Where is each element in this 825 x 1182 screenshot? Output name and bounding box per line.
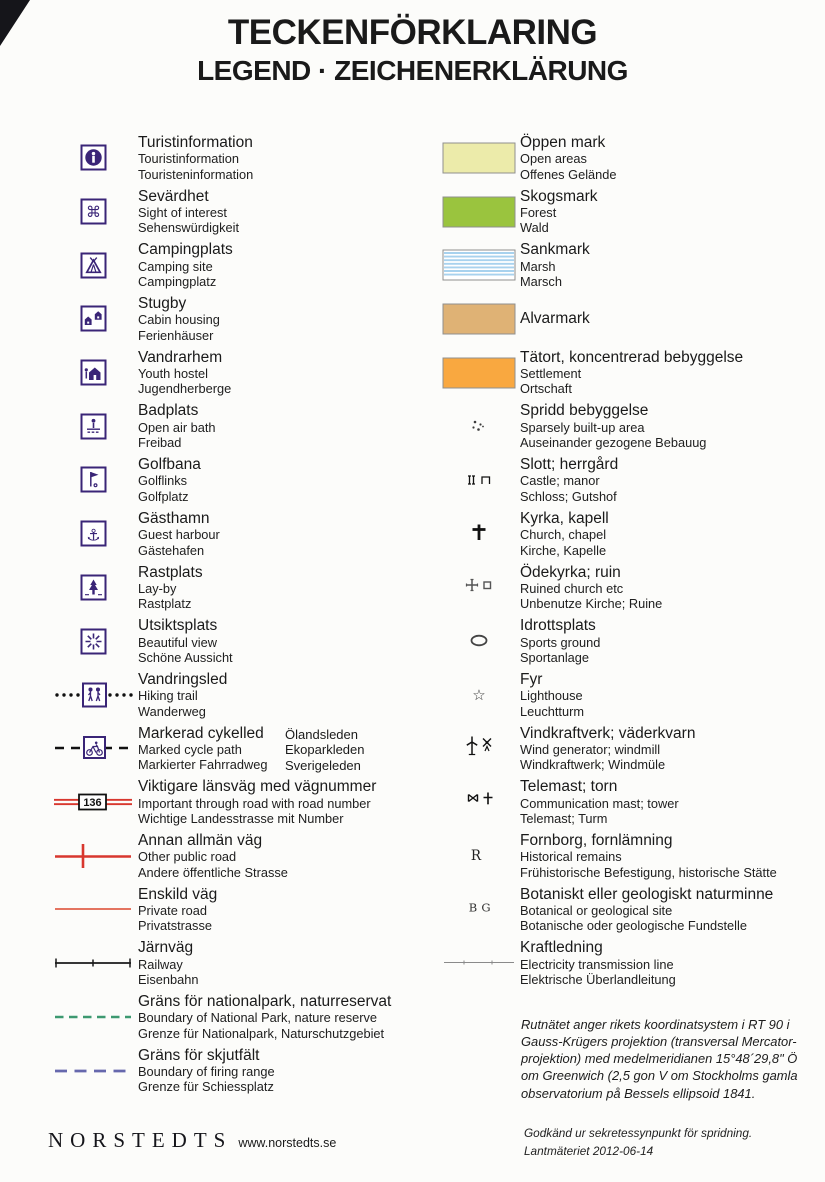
legend-label-english: Hiking trail: [138, 688, 198, 704]
legend-item: [437, 883, 822, 937]
legend-item-labels: [138, 507, 220, 558]
legend-label-primary: Sevärdhet: [138, 187, 209, 205]
legend-item: [48, 1044, 436, 1098]
legend-label-primary: Fyr: [520, 670, 543, 688]
legend-label-primary: Vindkraftverk; väderkvarn: [520, 724, 696, 742]
legend-item: [437, 399, 822, 453]
legend-item: [48, 936, 436, 990]
legend-label-english: Youth hostel: [138, 366, 208, 382]
legend-label-primary: Campingplats: [138, 241, 233, 259]
legend-item-labels: [138, 131, 253, 182]
legend-item-labels: [520, 507, 609, 558]
legend-label-english: Wind generator; windmill: [520, 741, 661, 757]
legend-item-labels: [138, 722, 267, 773]
page-header: [0, 14, 825, 87]
legend-label-german: Wanderweg: [138, 703, 206, 719]
route-name: Ölandsleden: [285, 726, 358, 742]
legend-label-english: Settlement: [520, 366, 582, 382]
legend-item: [437, 185, 822, 239]
legend-item: [48, 399, 436, 453]
legend-label-english: Touristinformation: [138, 151, 239, 167]
legend-label-primary: Gräns för nationalpark, naturreservat: [138, 993, 392, 1010]
legend-label-english: Guest harbour: [138, 527, 220, 543]
legend-label-english: Boundary of National Park, nature reserve: [138, 1010, 378, 1026]
legend-label-primary: Gräns för skjutfält: [138, 1046, 260, 1064]
legend-item-labels: [520, 936, 676, 987]
legend-label-english: Other public road: [138, 849, 237, 865]
publisher-url: www.norstedts.se: [238, 1136, 337, 1150]
legend-label-german: Schloss; Gutshof: [520, 488, 617, 504]
legend-label-english: Open air bath: [138, 419, 216, 435]
youth-hostel-icon: [48, 346, 138, 400]
svg-text:136: 136: [83, 796, 102, 809]
legend-label-primary: Botaniskt eller geologiskt naturminne: [520, 885, 774, 903]
legend-label-primary: Vandrarhem: [138, 348, 223, 366]
svg-text:⚓: ⚓: [85, 525, 101, 545]
legend-label-german: Frühistorische Befestigung, historische Stätte: [520, 864, 777, 880]
legend-item: [48, 507, 436, 561]
alvar-swatch: [437, 292, 520, 346]
legend-label-german: Touristeninformation: [138, 166, 254, 182]
legend-label-english: Botanical or geological site: [520, 902, 673, 918]
approval-line-2: Lantmäteriet 2012-06-14: [524, 1144, 654, 1159]
cycle-path-icon: [48, 722, 138, 776]
legend-item-labels: [520, 668, 584, 719]
legend-label-primary: Idrottsplats: [520, 617, 596, 635]
legend-item-labels: [138, 561, 203, 612]
legend-label-english: Camping site: [138, 258, 213, 274]
forest-swatch: [437, 185, 520, 239]
legend-label-german: Sportanlage: [520, 649, 590, 665]
legend-item-labels: [520, 292, 590, 346]
legend-label-primary: Fornborg, fornlämning: [520, 831, 673, 849]
legend-label-english: Ruined church etc: [520, 580, 624, 596]
legend-label-english: Sight of interest: [138, 205, 227, 221]
legend-item: [48, 722, 436, 776]
legend-label-english: Sports ground: [520, 634, 601, 650]
page-title: TECKENFÖRKLARING: [227, 13, 598, 52]
svg-text:R: R: [470, 847, 481, 864]
legend-item-labels: [520, 722, 695, 773]
legend-item: [48, 990, 436, 1044]
legend-item: [48, 775, 436, 829]
legend-label-german: Ortschaft: [520, 381, 572, 397]
publisher-footer: [48, 1128, 336, 1153]
legend-label-german: Andere öffentliche Strasse: [138, 864, 288, 880]
guest-harbour-icon: [48, 507, 138, 561]
legend-label-german: Offenes Gelände: [520, 166, 617, 182]
legend-item-labels: [138, 346, 231, 397]
legend-item-labels: [520, 775, 679, 826]
legend-item-labels: [138, 614, 233, 665]
legend-item-labels: [520, 561, 662, 612]
railway-icon: [48, 936, 138, 990]
public-road-icon: [48, 829, 138, 883]
sight-of-interest-icon: [48, 185, 138, 239]
legend-label-english: Church, chapel: [520, 527, 607, 543]
legend-label-german: Auseinander gezogene Bebauug: [520, 435, 707, 451]
legend-label-primary: Utsiktsplats: [138, 617, 218, 635]
legend-label-german: Wald: [520, 220, 549, 236]
legend-label-english: Cabin housing: [138, 312, 220, 328]
legend-label-english: Electricity transmission line: [520, 956, 674, 972]
legend-item: [48, 883, 436, 937]
legend-item-labels: [138, 990, 391, 1041]
legend-label-english: Castle; manor: [520, 473, 600, 489]
legend-label-primary: Öppen mark: [520, 134, 606, 151]
legend-item-labels: [520, 131, 617, 182]
legend-item-labels: [138, 292, 220, 343]
hiking-trail-icon: [48, 668, 138, 722]
national-park-boundary-icon: [48, 990, 138, 1044]
svg-text:⌘: ⌘: [85, 202, 101, 221]
legend-label-english: Communication mast; tower: [520, 795, 679, 811]
legend-label-primary: Vandringsled: [138, 670, 228, 688]
legend-label-primary: Sankmark: [520, 241, 590, 259]
legend-label-german: Privatstrasse: [138, 918, 212, 934]
route-name: Ekoparkleden: [285, 742, 365, 758]
svg-text:B: B: [468, 900, 477, 915]
legend-item-labels: [138, 829, 288, 880]
legend-item-route-names: [285, 727, 365, 775]
legend-label-german: Windkraftwerk; Windmüle: [520, 757, 666, 773]
legend-label-english: Marsh: [520, 258, 556, 274]
legend-label-german: Telemast; Turm: [520, 810, 608, 826]
tourist-information-icon: [48, 131, 138, 185]
legend-item: [48, 238, 436, 292]
legend-label-german: Golfplatz: [138, 488, 189, 504]
legend-item-labels: [520, 399, 706, 450]
legend-item-labels: [138, 775, 376, 826]
approval-note: [524, 1124, 752, 1161]
firing-range-boundary-icon: [48, 1044, 138, 1098]
legend-label-english: Lighthouse: [520, 688, 583, 704]
legend-label-german: Ferienhäuser: [138, 327, 214, 343]
wind-generator-icon: [437, 722, 520, 776]
legend-label-german: Gästehafen: [138, 542, 205, 558]
legend-label-primary: Ödekyrka; ruin: [520, 563, 621, 581]
legend-label-german: Unbenutze Kirche; Ruine: [520, 596, 663, 612]
legend-item-labels: [138, 936, 198, 987]
legend-item-labels: [520, 614, 600, 665]
legend-item: [437, 722, 822, 776]
legend-item-labels: [520, 883, 773, 934]
legend-item-labels: [520, 346, 743, 397]
legend-label-german: Grenze für Nationalpark, Naturschutzgebiet: [138, 1025, 385, 1041]
legend-label-english: Private road: [138, 902, 207, 918]
legend-item: [48, 668, 436, 722]
power-line-icon: [437, 936, 520, 990]
legend-column-left: [48, 131, 436, 1097]
legend-label-primary: Slott; herrgård: [520, 456, 619, 474]
legend-label-german: Sehenswürdigkeit: [138, 220, 240, 236]
legend-item-labels: [138, 668, 227, 719]
legend-label-english: Sparsely built-up area: [520, 419, 645, 435]
natural-monument-icon: [437, 883, 520, 937]
legend-item: [48, 185, 436, 239]
legend-item-labels: [520, 238, 590, 289]
golf-course-icon: [48, 453, 138, 507]
legend-label-english: Open areas: [520, 151, 587, 167]
sports-ground-icon: [437, 614, 520, 668]
legend-label-german: Freibad: [138, 435, 182, 451]
legend-label-english: Railway: [138, 956, 183, 972]
legend-label-primary: Kyrka, kapell: [520, 509, 609, 527]
legend-label-english: Marked cycle path: [138, 741, 242, 757]
legend-label-primary: Enskild väg: [138, 885, 218, 903]
legend-label-primary: Tätort, koncentrerad bebyggelse: [520, 348, 744, 366]
sparse-settlement-icon: [437, 399, 520, 453]
legend-column-right: [437, 131, 822, 990]
ruined-church-icon: [437, 561, 520, 615]
legend-item: [437, 668, 822, 722]
legend-label-german: Eisenbahn: [138, 972, 199, 988]
legend-label-primary: Turistinformation: [138, 134, 253, 151]
legend-item: [437, 507, 822, 561]
legend-item: [437, 453, 822, 507]
legend-item-labels: [520, 829, 777, 880]
legend-label-german: Jugendherberge: [138, 381, 232, 397]
legend-label-german: Markierter Fahrradweg: [138, 757, 268, 773]
legend-label-primary: Annan allmän väg: [138, 831, 263, 849]
publisher-logo: NORSTEDTS: [48, 1128, 233, 1152]
historical-remains-icon: [437, 829, 520, 883]
legend-item: [48, 614, 436, 668]
legend-item: [437, 346, 822, 400]
legend-label-german: Marsch: [520, 274, 562, 290]
legend-item-labels: [138, 238, 233, 289]
settlement-swatch: [437, 346, 520, 400]
legend-label-english: Golflinks: [138, 473, 188, 489]
legend-label-english: Boundary of firing range: [138, 1064, 275, 1080]
cabin-housing-icon: [48, 292, 138, 346]
legend-label-primary: Markerad cykelled: [138, 724, 264, 742]
legend-label-primary: Spridd bebyggelse: [520, 402, 649, 420]
legend-label-german: Rastplatz: [138, 596, 192, 612]
legend-item: [48, 453, 436, 507]
legend-label-primary: Golfbana: [138, 456, 201, 474]
legend-item: [48, 346, 436, 400]
open-air-bath-icon: [48, 399, 138, 453]
legend-label-german: Kirche, Kapelle: [520, 542, 607, 558]
legend-item-labels: [138, 399, 216, 450]
legend-label-german: Wichtige Landesstrasse mit Number: [138, 810, 344, 826]
legend-item: [48, 829, 436, 883]
page-subtitle: LEGEND · ZEICHENERKLÄRUNG: [197, 54, 628, 86]
legend-label-english: Important through road with road number: [138, 795, 371, 811]
private-road-icon: [48, 883, 138, 937]
svg-text:☆: ☆: [471, 685, 486, 704]
legend-label-primary: Rastplats: [138, 563, 203, 581]
church-icon: [437, 507, 520, 561]
legend-item: [437, 561, 822, 615]
legend-item: [48, 131, 436, 185]
legend-label-german: Schöne Aussicht: [138, 649, 233, 665]
route-name: Sverigeleden: [285, 758, 361, 774]
legend-label-primary: Telemast; torn: [520, 778, 618, 796]
legend-item: [437, 775, 822, 829]
legend-item-labels: [520, 453, 618, 504]
legend-label-german: Botanische oder geologische Fundstelle: [520, 918, 747, 934]
legend-item-labels: [138, 453, 201, 504]
legend-item: [48, 561, 436, 615]
legend-label-english: Forest: [520, 205, 557, 221]
legend-item: [437, 614, 822, 668]
lay-by-icon: [48, 561, 138, 615]
legend-item: [48, 292, 436, 346]
legend-label-primary: Järnväg: [138, 939, 194, 957]
projection-note: Rutnätet anger rikets koordinatsystem i RT 90 i Gauss-Krügers projektion (transversal Mercator-projektion) med medelmeridianen 15°48´29,8" Ö om Greenwich (2,5 gon V om Stockholms gamla observatorium på Bessels ellipsoid 1841.: [521, 1017, 798, 1101]
legend-item-labels: [138, 1044, 275, 1095]
lighthouse-icon: [437, 668, 520, 722]
legend-item-labels: [138, 185, 239, 236]
approval-line-1: Godkänd ur sekretessynpunkt för spridning.: [524, 1126, 753, 1140]
legend-item: [437, 292, 822, 346]
open-areas-swatch: [437, 131, 520, 185]
legend-label-german: Elektrische Überlandleitung: [520, 972, 676, 988]
legend-item: [437, 131, 822, 185]
legend-label-primary: Kraftledning: [520, 939, 603, 957]
legend-label-english: Lay-by: [138, 580, 177, 596]
communication-mast-icon: [437, 775, 520, 829]
legend-label-primary: Badplats: [138, 402, 199, 420]
marsh-swatch: [437, 238, 520, 292]
legend-label-german: Leuchtturm: [520, 703, 585, 719]
legend-item: [437, 238, 822, 292]
legend-item-labels: [138, 883, 217, 934]
camping-site-icon: [48, 238, 138, 292]
legend-label-primary: Skogsmark: [520, 187, 598, 205]
legend-label-primary: Stugby: [138, 295, 187, 313]
legend-item: [437, 936, 822, 990]
legend-label-english: Historical remains: [520, 849, 622, 865]
legend-label-german: Grenze für Schiessplatz: [138, 1079, 274, 1095]
legend-label-german: Campingplatz: [138, 274, 217, 290]
viewpoint-icon: [48, 614, 138, 668]
svg-text:G: G: [480, 900, 491, 915]
legend-label-primary: Alvarmark: [520, 310, 590, 328]
legend-item: [437, 829, 822, 883]
castle-manor-icon: [437, 453, 520, 507]
legend-label-primary: Gästhamn: [138, 509, 210, 527]
numbered-road-icon: [48, 775, 138, 829]
legend-item-labels: [520, 185, 598, 236]
legend-label-primary: Viktigare länsväg med vägnummer: [138, 778, 377, 796]
legend-label-english: Beautiful view: [138, 634, 217, 650]
